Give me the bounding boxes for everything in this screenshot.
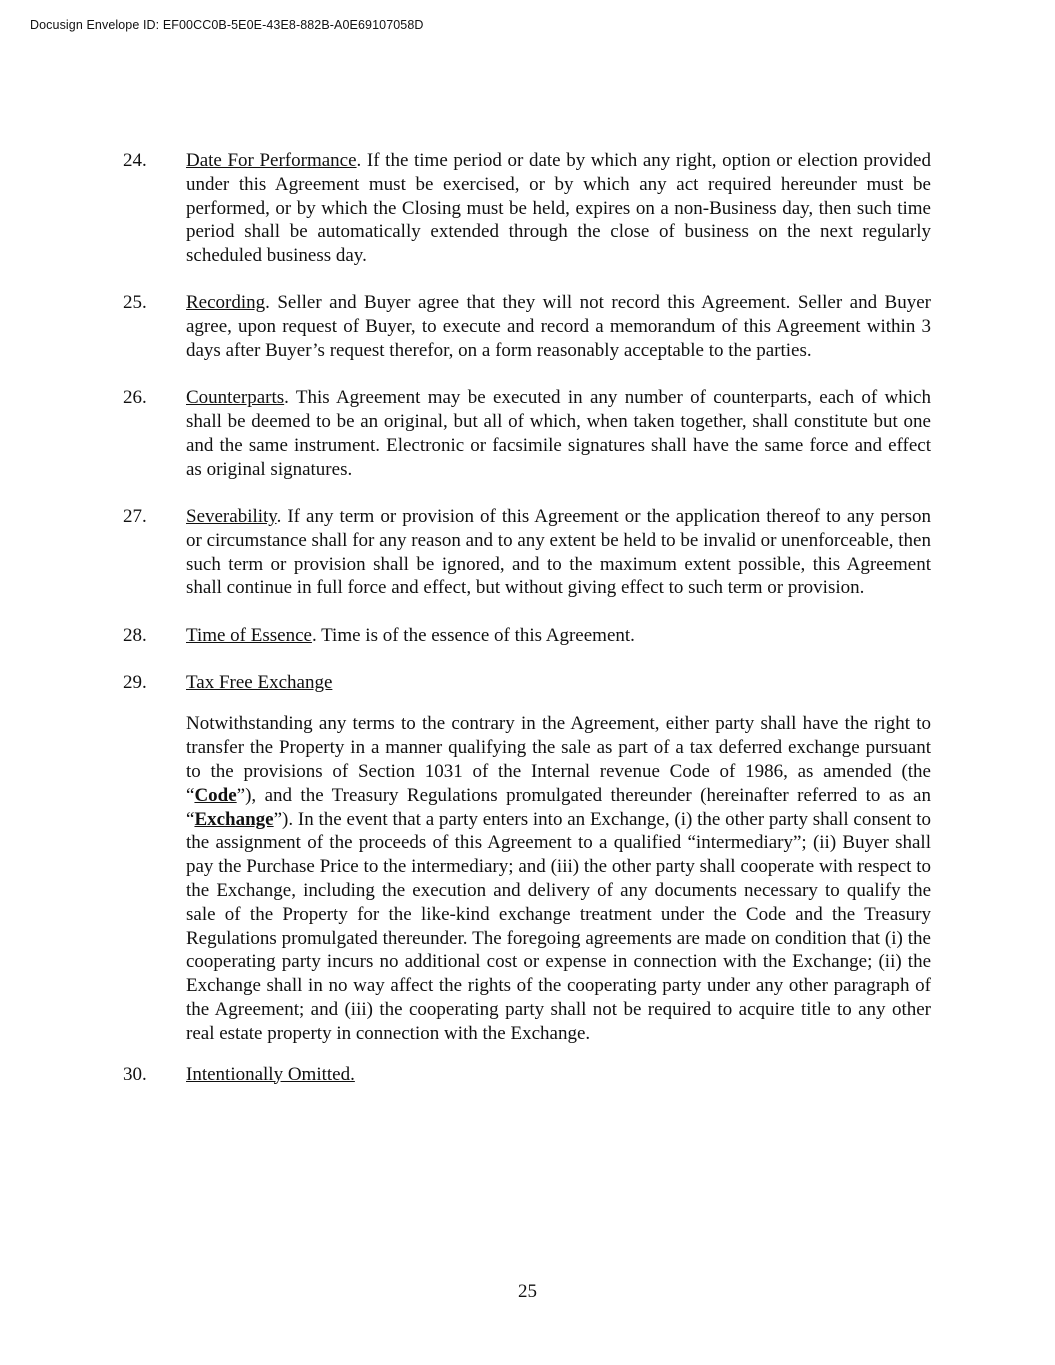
section-number: 29. (123, 672, 147, 694)
section-27 (123, 505, 931, 600)
section-28 (123, 624, 931, 648)
section-body: . Time is of the essence of this Agreement. (311, 624, 635, 646)
section-body: . This Agreement may be executed in any number of counterparts, each of which shall be deemed to be an original, but all of which, when taken together, shall constitute but one and the same instrument. Electronic or facsimile signatures shall have the same force and effect as original signatures. (186, 387, 931, 480)
section-number: 27. (123, 506, 147, 528)
section-29-paragraph (186, 712, 931, 1045)
section-title: Recording (186, 292, 266, 314)
section-26 (123, 386, 931, 481)
section-30 (123, 1063, 931, 1087)
section-text (186, 505, 931, 600)
section-number: 25. (123, 292, 147, 314)
defined-term-exchange: Exchange (194, 808, 274, 830)
section-number: 26. (123, 387, 147, 409)
section-body: . If any term or provision of this Agreement or the application thereof to any person or circumstance shall for any reason and to any extent be held to be invalid or unenforceable, then such term or provision shall be ignored, and to the maximum extent possible, this Agreement shall continue in full force and effect, but without giving effect to such term or provision. (186, 506, 931, 599)
section-text (186, 1063, 931, 1087)
section-text (186, 291, 931, 362)
section-25 (123, 291, 931, 362)
section-text (186, 624, 931, 648)
section-title: Time of Essence (186, 624, 312, 646)
paragraph-text: ”). In the event that a party enters into an Exchange, (i) the other party shall consent to the assignment of the proceeds of this Agreement to a qualified “intermediary”; (ii) Buyer shall pay the Purchase Price to the intermediary; and (iii) the other party shall cooperate with respect to the Exchange, including the execution and delivery of any documents necessary to qualify the sale of the Property for the like-kind exchange treatment under the Code and the Treasury Regulations promulgated thereunder. The foregoing agreements are made on condition that (i) the cooperating party incurs no additional cost or expense in connection with the Exchange; (ii) the Exchange shall in no way affect the rights of the cooperating party under any other paragraph of the Agreement; and (iii) the cooperating party shall not be required to acquire title to any other real estate property in connection with the Exchange. (186, 808, 931, 1044)
section-title: Severability (186, 506, 277, 528)
section-title: Intentionally Omitted. (186, 1063, 355, 1085)
page-number: 25 (518, 1281, 537, 1302)
section-text (186, 386, 931, 481)
section-number: 30. (123, 1063, 147, 1085)
paragraph-text: ”), and the Treasury Regulations promulgated thereunder (hereinafter referred to as an “ (186, 784, 931, 830)
section-body: . Seller and Buyer agree that they will not record this Agreement. Seller and Buyer agree, upon request of Buyer, to execute and record a memorandum of this Agreement within 3 days after Buyer’s request therefor, on a form reasonably acceptable to the parties. (186, 292, 931, 362)
section-24 (123, 149, 931, 268)
section-body: . If the time period or date by which any right, option or election provided under this Agreement must be exercised, or by which any act required hereunder must be performed, or by which the Closing must be held, expires on a non-Business day, then such time period shall be automatically extended through the close of business on the next regularly scheduled business day. (186, 150, 931, 267)
section-text (186, 149, 931, 268)
section-29 (123, 671, 931, 695)
defined-term-code: Code (194, 784, 237, 806)
section-number: 24. (123, 150, 147, 171)
envelope-id-header: Docusign Envelope ID: EF00CC0B-5E0E-43E8-882B-A0E69107058D (30, 18, 424, 32)
paragraph-text: Notwithstanding any terms to the contrary in the Agreement, either party shall have the right to transfer the Property in a manner qualifying the sale as part of a tax deferred exchange pursuant to the provisions of Section 1031 of the Internal revenue Code of 1986, as amended (the “ (186, 713, 931, 806)
section-title: Tax Free Exchange (186, 672, 333, 694)
section-number: 28. (123, 624, 147, 646)
section-text (186, 671, 931, 695)
section-title: Counterparts (186, 387, 285, 409)
document-body (123, 149, 931, 1110)
section-title: Date For Performance (186, 150, 357, 171)
